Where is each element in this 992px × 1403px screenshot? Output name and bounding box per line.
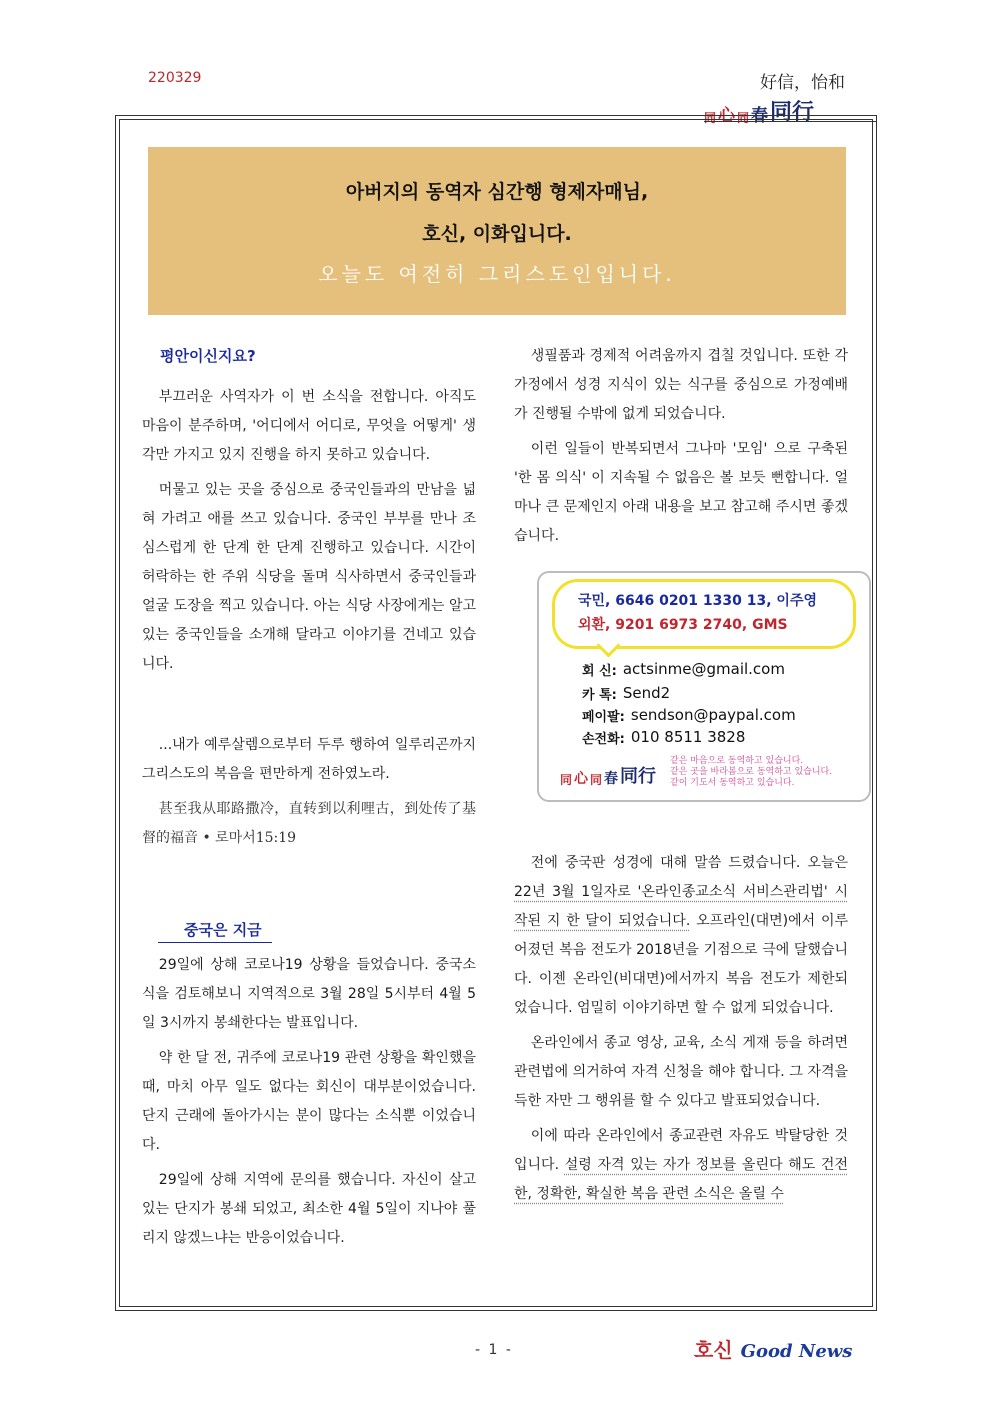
paragraph: 머물고 있는 곳을 중심으로 중국인들과의 만남을 넓혀 가려고 애를 쓰고 있습니다. 중국인 부부를 만나 조심스럽게 한 단계 한 단계 진행하고 있습니다. 시간이 허락하는 한 주위 식당을 돌며 식사하면서 중국인들과 얼굴 도장을 찍고 있습니다. 아는 식당 사장에게는 알고 있는 중국인들을 소개해 달라고 이야기를 건네고 있습니다.: [142, 482, 476, 672]
logo-part: 心: [574, 771, 589, 787]
verse-chinese-text: 甚至我从耶路撒冷，直转到以利哩古，到处传了基督的福音: [142, 801, 476, 846]
paragraph: 29일에 상해 코로나19 상황을 들었습니다. 중국소식을 검토해보니 지역적으로 3월 28일 5시부터 4월 5일 3시까지 봉쇄한다는 발표입니다.: [142, 957, 476, 1031]
box-notes: [670, 756, 832, 789]
contact-paypal-row: [582, 706, 796, 725]
contact-phone: 010 8511 3828: [630, 728, 746, 746]
note-line: 같은 곳을 바라봄으로 동역하고 있습니다.: [670, 767, 833, 777]
bank-account-secondary: 외환, 9201 6973 2740, GMS: [578, 617, 788, 633]
logo-part: 同行: [620, 766, 657, 787]
contact-kakao-row: [582, 684, 670, 703]
page-number: - 1 -: [475, 1342, 513, 1358]
underlined-text: 설령 자격 있는 자가 정보를 올린다 해도 건전한, 정확한, 확실한 복음 관련 소식은 올릴 수: [514, 1157, 848, 1202]
logo-part: 同: [560, 773, 573, 787]
paragraph: [514, 849, 848, 1023]
note-line: 같은 마음으로 동역하고 있습니다.: [670, 756, 804, 766]
contact-label: 카 톡:: [582, 688, 617, 703]
logo-part: 同: [704, 111, 717, 125]
paragraph: 29일에 상해 지역에 문의를 했습니다. 자신이 살고 있는 단지가 봉쇄 되었고, 최소한 4월 5일이 지나야 풀리지 않겠느냐는 반응이었습니다.: [142, 1172, 476, 1246]
title-banner: [148, 147, 846, 315]
paragraph: 이런 일들이 반복되면서 그나마 '모임' 으로 구축된 '한 몸 의식' 이 지속될 수 없음은 볼 보듯 뻔합니다. 얼마나 큰 문제인지 아래 내용을 보고 참고해 주시면 좋겠습니다.: [514, 441, 848, 544]
section-heading: 평안이신지요?: [160, 347, 256, 365]
paragraph: 온라인에서 종교 영상, 교육, 소식 게재 등을 하려면 관련법에 의거하여 자격 신청을 해야 합니다. 그 자격을 득한 자만 그 행위를 할 수 있다고 발표되었습니다.: [514, 1035, 848, 1109]
paragraph: [514, 1122, 848, 1209]
logo-part: 同行: [770, 99, 815, 125]
footer-brand-english: Good News: [740, 1341, 853, 1362]
bible-verse-chinese: [142, 795, 476, 853]
verse-reference: • 로마서15:19: [202, 830, 297, 846]
underlined-text: 22년 3월 1일자로 '온라인종교소식 서비스관리법' 시작된 지 한 달이 되었습니다.: [514, 884, 848, 929]
note-line: 같이 기도서 동역하고 있습니다.: [670, 778, 795, 788]
logo-part: 心: [718, 106, 736, 126]
logo-part: 春: [604, 771, 619, 787]
bible-verse-korean: ...내가 예루살렘으로부터 두루 행하여 일루리곤까지 그리스도의 복음을 편만하게 전하였노라.: [142, 737, 476, 782]
contact-label: 손전화:: [582, 732, 625, 747]
footer-brand-korean: 호신: [694, 1338, 733, 1362]
logo-part: 春: [751, 106, 769, 126]
contact-email-row: [582, 660, 785, 679]
paragraph: 부끄러운 사역자가 이 번 소식을 전합니다. 아직도 마음이 분주하며, '어디에서 어디로, 무엇을 어떻게' 생각만 가지고 있지 진행을 하지 못하고 있습니다.: [142, 389, 476, 463]
banner-greeting: 아버지의 동역자 심간행 형제자매님,: [345, 181, 649, 203]
paragraph-text: 이에 따라 온라인에서 종교관련 자유도 박탈당한 것입니다.: [514, 1128, 848, 1173]
left-column: [142, 342, 476, 1253]
section-heading: 중국은 지금: [158, 918, 272, 943]
box-logo: [560, 762, 656, 788]
contact-phone-row: [582, 728, 745, 747]
logo-part: 同: [590, 773, 603, 787]
contact-email[interactable]: actsinme@gmail.com: [622, 660, 785, 678]
paragraph-text: 전에 중국판 성경에 대해 말씀 드렸습니다. 오늘은: [530, 855, 848, 871]
motto-text: 好信，怡和: [760, 73, 845, 93]
contact-kakao: Send2: [622, 684, 671, 702]
contact-label: 페이팔:: [582, 710, 625, 725]
document-date: 220329: [148, 70, 202, 86]
contact-label: 회 신:: [582, 664, 617, 679]
paragraph-text: 오프라인(대면)에서 이루어졌던 복음 전도가 2018년을 기점으로 극에 달했습니다. 이젠 온라인(비대면)에서까지 복음 전도가 제한되었습니다. 엄밀히 이야기하면 할 수 없게 되었습니다.: [514, 913, 848, 1016]
banner-sender: 호신, 이화입니다.: [422, 223, 572, 245]
paragraph: 생필품과 경제적 어려움까지 겹칠 것입니다. 또한 각 가정에서 성경 지식이 있는 식구를 중심으로 가정예배가 진행될 수밖에 없게 되었습니다.: [514, 348, 848, 422]
banner-tagline: 오늘도 여전히 그리스도인입니다.: [318, 262, 676, 286]
contact-paypal[interactable]: sendson@paypal.com: [630, 706, 796, 724]
logo-part: 同: [737, 111, 750, 125]
bank-account-primary: 국민, 6646 0201 1330 13, 이주영: [578, 593, 818, 609]
paragraph: 약 한 달 전, 귀주에 코로나19 관련 상황을 확인했을 때, 마치 아무 일도 없다는 회신이 대부분이었습니다. 단지 근래에 돌아가시는 분이 많다는 소식뿐 이었습니다.: [142, 1050, 476, 1153]
footer-brand: [694, 1334, 852, 1363]
